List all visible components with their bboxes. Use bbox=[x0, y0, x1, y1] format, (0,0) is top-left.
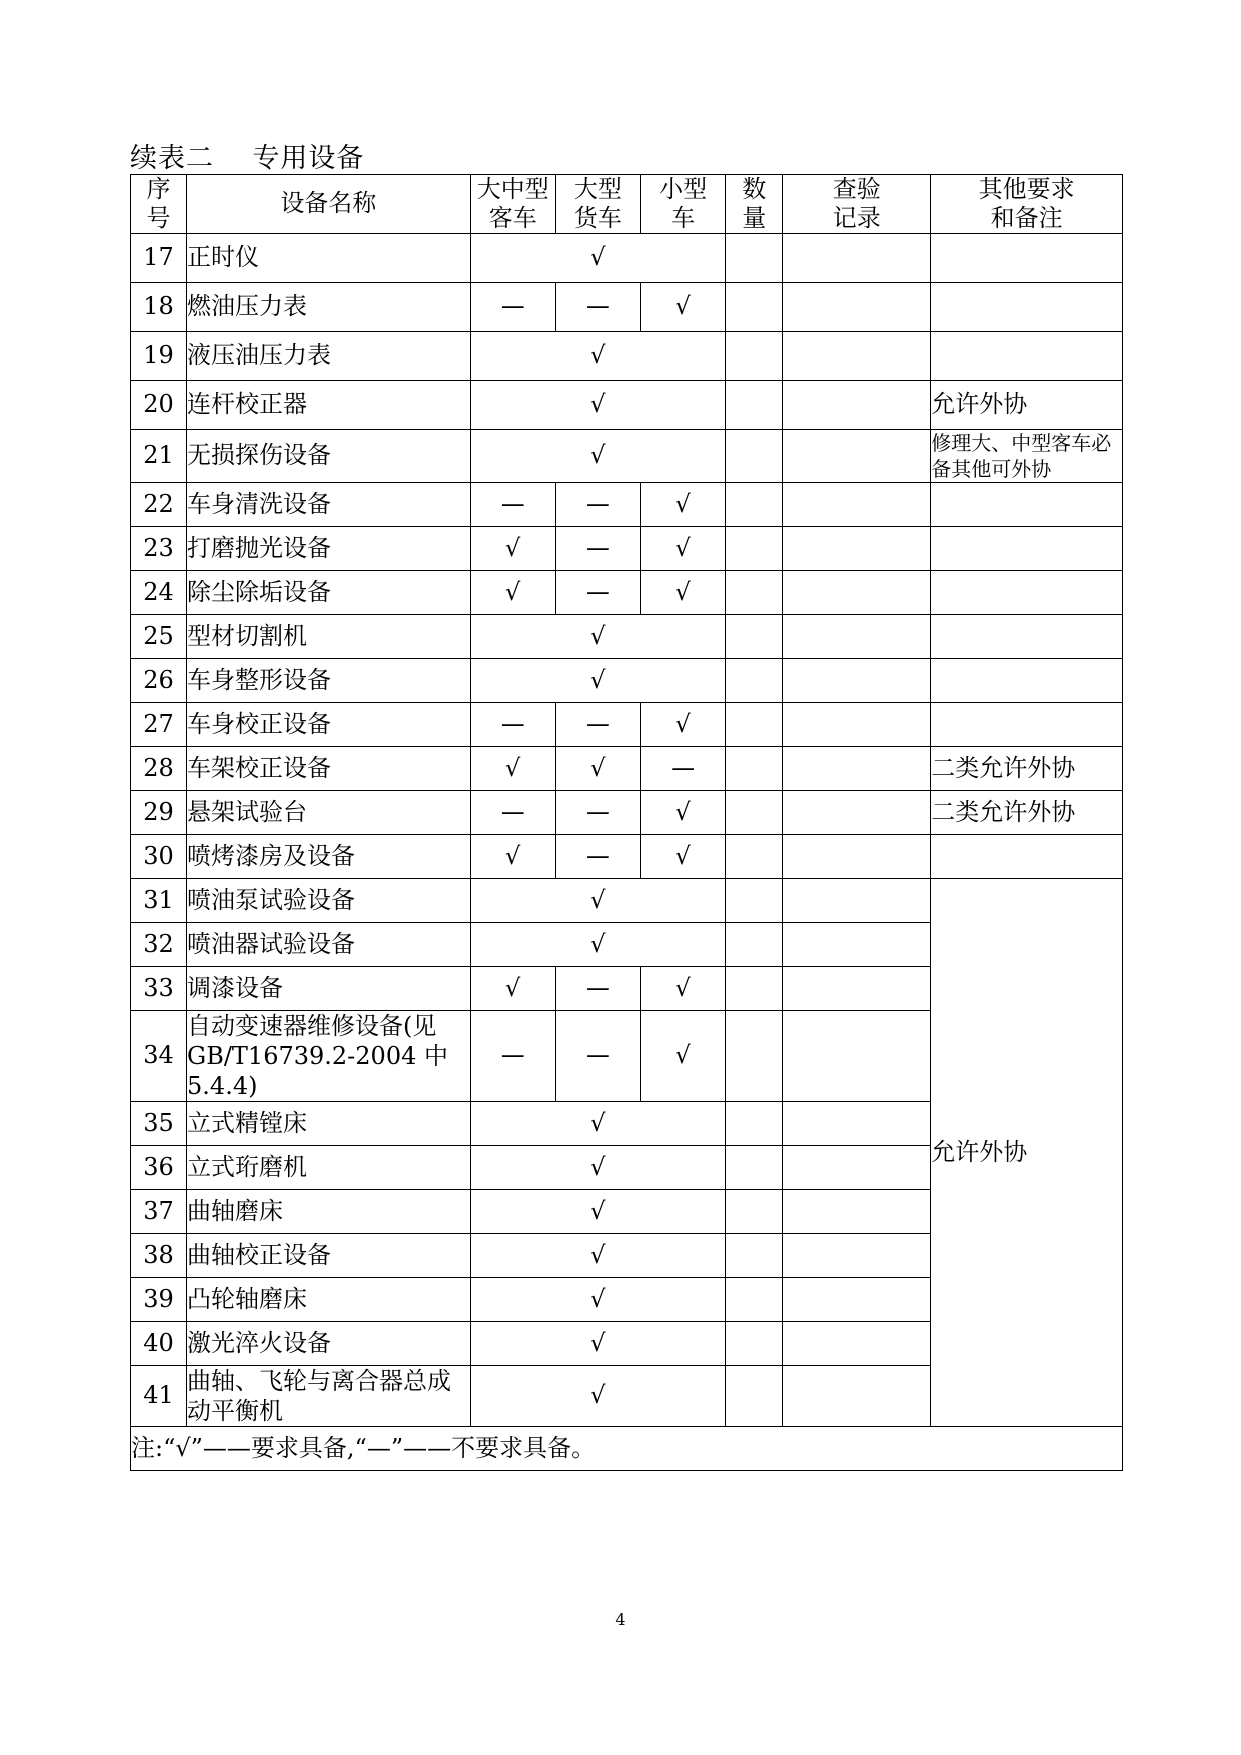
row-number: 33 bbox=[131, 966, 187, 1010]
equipment-name: 车架校正设备 bbox=[187, 746, 471, 790]
requirement-truck: — bbox=[555, 702, 640, 746]
table-row bbox=[131, 878, 1123, 922]
requirement-all: √ bbox=[470, 1101, 726, 1145]
row-number: 29 bbox=[131, 790, 187, 834]
equipment-name: 立式珩磨机 bbox=[187, 1145, 471, 1189]
row-number: 20 bbox=[131, 380, 187, 429]
inspection-record-cell bbox=[783, 614, 931, 658]
equipment-name: 自动变速器维修设备(见GB/T16739.2-2004 中5.4.4) bbox=[187, 1010, 471, 1101]
requirement-bus: — bbox=[470, 702, 555, 746]
requirement-truck: — bbox=[555, 1010, 640, 1101]
row-number: 22 bbox=[131, 482, 187, 526]
table-row bbox=[131, 233, 1123, 282]
inspection-record-cell bbox=[783, 1233, 931, 1277]
requirement-all: √ bbox=[470, 878, 726, 922]
requirement-small-car: √ bbox=[640, 834, 725, 878]
requirement-bus: √ bbox=[470, 746, 555, 790]
quantity-cell bbox=[726, 834, 783, 878]
requirement-truck: √ bbox=[555, 746, 640, 790]
requirement-truck: — bbox=[555, 570, 640, 614]
remark-cell bbox=[931, 526, 1123, 570]
row-number: 41 bbox=[131, 1365, 187, 1426]
inspection-record-cell bbox=[783, 746, 931, 790]
quantity-cell bbox=[726, 233, 783, 282]
equipment-name: 喷油泵试验设备 bbox=[187, 878, 471, 922]
row-number: 30 bbox=[131, 834, 187, 878]
requirement-bus: — bbox=[470, 482, 555, 526]
inspection-record-cell bbox=[783, 282, 931, 331]
requirement-all: √ bbox=[470, 614, 726, 658]
row-number: 26 bbox=[131, 658, 187, 702]
inspection-record-cell bbox=[783, 966, 931, 1010]
equipment-name: 燃油压力表 bbox=[187, 282, 471, 331]
table-title: 续表二 专用设备 bbox=[130, 143, 365, 174]
row-number: 40 bbox=[131, 1321, 187, 1365]
remark-cell bbox=[931, 282, 1123, 331]
requirement-small-car: √ bbox=[640, 526, 725, 570]
quantity-cell bbox=[726, 614, 783, 658]
equipment-name: 型材切割机 bbox=[187, 614, 471, 658]
inspection-record-cell bbox=[783, 702, 931, 746]
header-bus: 大中型 客车 bbox=[470, 175, 555, 234]
inspection-record-cell bbox=[783, 1101, 931, 1145]
requirement-small-car: √ bbox=[640, 702, 725, 746]
quantity-cell bbox=[726, 429, 783, 482]
equipment-name: 连杆校正器 bbox=[187, 380, 471, 429]
row-number: 35 bbox=[131, 1101, 187, 1145]
equipment-name: 车身清洗设备 bbox=[187, 482, 471, 526]
requirement-bus: — bbox=[470, 790, 555, 834]
requirement-truck: — bbox=[555, 790, 640, 834]
requirement-all: √ bbox=[470, 1145, 726, 1189]
equipment-name: 除尘除垢设备 bbox=[187, 570, 471, 614]
header-small-car: 小型 车 bbox=[640, 175, 725, 234]
quantity-cell bbox=[726, 282, 783, 331]
inspection-record-cell bbox=[783, 790, 931, 834]
inspection-record-cell bbox=[783, 1365, 931, 1426]
table-row bbox=[131, 614, 1123, 658]
table-row bbox=[131, 331, 1123, 380]
equipment-name: 无损探伤设备 bbox=[187, 429, 471, 482]
quantity-cell bbox=[726, 1189, 783, 1233]
requirement-small-car: √ bbox=[640, 482, 725, 526]
quantity-cell bbox=[726, 1277, 783, 1321]
row-number: 39 bbox=[131, 1277, 187, 1321]
quantity-cell bbox=[726, 1365, 783, 1426]
requirement-truck: — bbox=[555, 526, 640, 570]
requirement-bus: √ bbox=[470, 570, 555, 614]
table-row bbox=[131, 790, 1123, 834]
row-number: 25 bbox=[131, 614, 187, 658]
remark-cell bbox=[931, 834, 1123, 878]
requirement-bus: √ bbox=[470, 526, 555, 570]
quantity-cell bbox=[726, 702, 783, 746]
remark-cell bbox=[931, 482, 1123, 526]
remark-cell bbox=[931, 658, 1123, 702]
table-row bbox=[131, 429, 1123, 482]
inspection-record-cell bbox=[783, 1189, 931, 1233]
requirement-truck: — bbox=[555, 482, 640, 526]
remark-cell bbox=[931, 331, 1123, 380]
inspection-record-cell bbox=[783, 658, 931, 702]
row-number: 23 bbox=[131, 526, 187, 570]
inspection-record-cell bbox=[783, 922, 931, 966]
requirement-all: √ bbox=[470, 1321, 726, 1365]
inspection-record-cell bbox=[783, 570, 931, 614]
quantity-cell bbox=[726, 482, 783, 526]
inspection-record-cell bbox=[783, 1321, 931, 1365]
remark-cell bbox=[931, 570, 1123, 614]
header-name: 设备名称 bbox=[187, 175, 471, 234]
equipment-table bbox=[130, 174, 1123, 1471]
requirement-all: √ bbox=[470, 1277, 726, 1321]
requirement-small-car: √ bbox=[640, 1010, 725, 1101]
inspection-record-cell bbox=[783, 331, 931, 380]
quantity-cell bbox=[726, 570, 783, 614]
remark-cell: 修理大、中型客车必备其他可外协 bbox=[931, 429, 1123, 482]
quantity-cell bbox=[726, 658, 783, 702]
quantity-cell bbox=[726, 526, 783, 570]
requirement-bus: √ bbox=[470, 966, 555, 1010]
row-number: 36 bbox=[131, 1145, 187, 1189]
requirement-small-car: — bbox=[640, 746, 725, 790]
remark-cell: 允许外协 bbox=[931, 380, 1123, 429]
equipment-name: 车身校正设备 bbox=[187, 702, 471, 746]
inspection-record-cell bbox=[783, 1277, 931, 1321]
inspection-record-cell bbox=[783, 834, 931, 878]
row-number: 28 bbox=[131, 746, 187, 790]
row-number: 24 bbox=[131, 570, 187, 614]
requirement-truck: — bbox=[555, 282, 640, 331]
requirement-all: √ bbox=[470, 233, 726, 282]
table-row bbox=[131, 380, 1123, 429]
equipment-name: 液压油压力表 bbox=[187, 331, 471, 380]
row-number: 34 bbox=[131, 1010, 187, 1101]
inspection-record-cell bbox=[783, 1010, 931, 1101]
inspection-record-cell bbox=[783, 429, 931, 482]
quantity-cell bbox=[726, 331, 783, 380]
remark-cell bbox=[931, 614, 1123, 658]
row-number: 38 bbox=[131, 1233, 187, 1277]
equipment-name: 调漆设备 bbox=[187, 966, 471, 1010]
equipment-name: 车身整形设备 bbox=[187, 658, 471, 702]
requirement-all: √ bbox=[470, 658, 726, 702]
header-seq: 序 号 bbox=[131, 175, 187, 234]
page-number: 4 bbox=[615, 1610, 626, 1629]
header-remarks: 其他要求 和备注 bbox=[931, 175, 1123, 234]
quantity-cell bbox=[726, 1233, 783, 1277]
remark-cell: 二类允许外协 bbox=[931, 790, 1123, 834]
requirement-all: √ bbox=[470, 922, 726, 966]
requirement-all: √ bbox=[470, 1233, 726, 1277]
requirement-truck: — bbox=[555, 834, 640, 878]
requirement-small-car: √ bbox=[640, 790, 725, 834]
row-number: 31 bbox=[131, 878, 187, 922]
quantity-cell bbox=[726, 1010, 783, 1101]
quantity-cell bbox=[726, 380, 783, 429]
quantity-cell bbox=[726, 1145, 783, 1189]
header-truck: 大型 货车 bbox=[555, 175, 640, 234]
equipment-name: 打磨抛光设备 bbox=[187, 526, 471, 570]
table-row bbox=[131, 834, 1123, 878]
requirement-bus: — bbox=[470, 282, 555, 331]
requirement-small-car: √ bbox=[640, 966, 725, 1010]
row-number: 18 bbox=[131, 282, 187, 331]
inspection-record-cell bbox=[783, 380, 931, 429]
row-number: 37 bbox=[131, 1189, 187, 1233]
requirement-bus: √ bbox=[470, 834, 555, 878]
requirement-all: √ bbox=[470, 1365, 726, 1426]
table-row bbox=[131, 658, 1123, 702]
table-row bbox=[131, 282, 1123, 331]
merged-remark-cell: 允许外协 bbox=[931, 878, 1123, 1426]
inspection-record-cell bbox=[783, 482, 931, 526]
table-row bbox=[131, 746, 1123, 790]
row-number: 17 bbox=[131, 233, 187, 282]
requirement-small-car: √ bbox=[640, 570, 725, 614]
row-number: 32 bbox=[131, 922, 187, 966]
quantity-cell bbox=[726, 1321, 783, 1365]
equipment-name: 立式精镗床 bbox=[187, 1101, 471, 1145]
requirement-bus: — bbox=[470, 1010, 555, 1101]
table-row bbox=[131, 570, 1123, 614]
quantity-cell bbox=[726, 922, 783, 966]
quantity-cell bbox=[726, 966, 783, 1010]
remark-cell bbox=[931, 702, 1123, 746]
quantity-cell bbox=[726, 790, 783, 834]
equipment-name: 悬架试验台 bbox=[187, 790, 471, 834]
header-inspection-record: 查验 记录 bbox=[783, 175, 931, 234]
requirement-all: √ bbox=[470, 380, 726, 429]
quantity-cell bbox=[726, 1101, 783, 1145]
table-body bbox=[131, 233, 1123, 1426]
requirement-all: √ bbox=[470, 1189, 726, 1233]
equipment-name: 曲轴、飞轮与离合器总成动平衡机 bbox=[187, 1365, 471, 1426]
table-row bbox=[131, 702, 1123, 746]
equipment-name: 喷油器试验设备 bbox=[187, 922, 471, 966]
equipment-name: 曲轴校正设备 bbox=[187, 1233, 471, 1277]
legend-note: 注:“√”——要求具备,“—”——不要求具备。 bbox=[131, 1426, 1123, 1470]
inspection-record-cell bbox=[783, 1145, 931, 1189]
table-row bbox=[131, 526, 1123, 570]
row-number: 19 bbox=[131, 331, 187, 380]
inspection-record-cell bbox=[783, 233, 931, 282]
table-row bbox=[131, 482, 1123, 526]
header-row bbox=[131, 175, 1123, 234]
remark-cell bbox=[931, 233, 1123, 282]
row-number: 27 bbox=[131, 702, 187, 746]
requirement-small-car: √ bbox=[640, 282, 725, 331]
remark-cell: 二类允许外协 bbox=[931, 746, 1123, 790]
requirement-all: √ bbox=[470, 331, 726, 380]
inspection-record-cell bbox=[783, 526, 931, 570]
equipment-name: 喷烤漆房及设备 bbox=[187, 834, 471, 878]
equipment-name: 曲轴磨床 bbox=[187, 1189, 471, 1233]
inspection-record-cell bbox=[783, 878, 931, 922]
note-row bbox=[131, 1426, 1123, 1470]
equipment-name: 激光淬火设备 bbox=[187, 1321, 471, 1365]
equipment-name: 凸轮轴磨床 bbox=[187, 1277, 471, 1321]
equipment-name: 正时仪 bbox=[187, 233, 471, 282]
requirement-all: √ bbox=[470, 429, 726, 482]
quantity-cell bbox=[726, 878, 783, 922]
quantity-cell bbox=[726, 746, 783, 790]
header-quantity: 数 量 bbox=[726, 175, 783, 234]
requirement-truck: — bbox=[555, 966, 640, 1010]
row-number: 21 bbox=[131, 429, 187, 482]
